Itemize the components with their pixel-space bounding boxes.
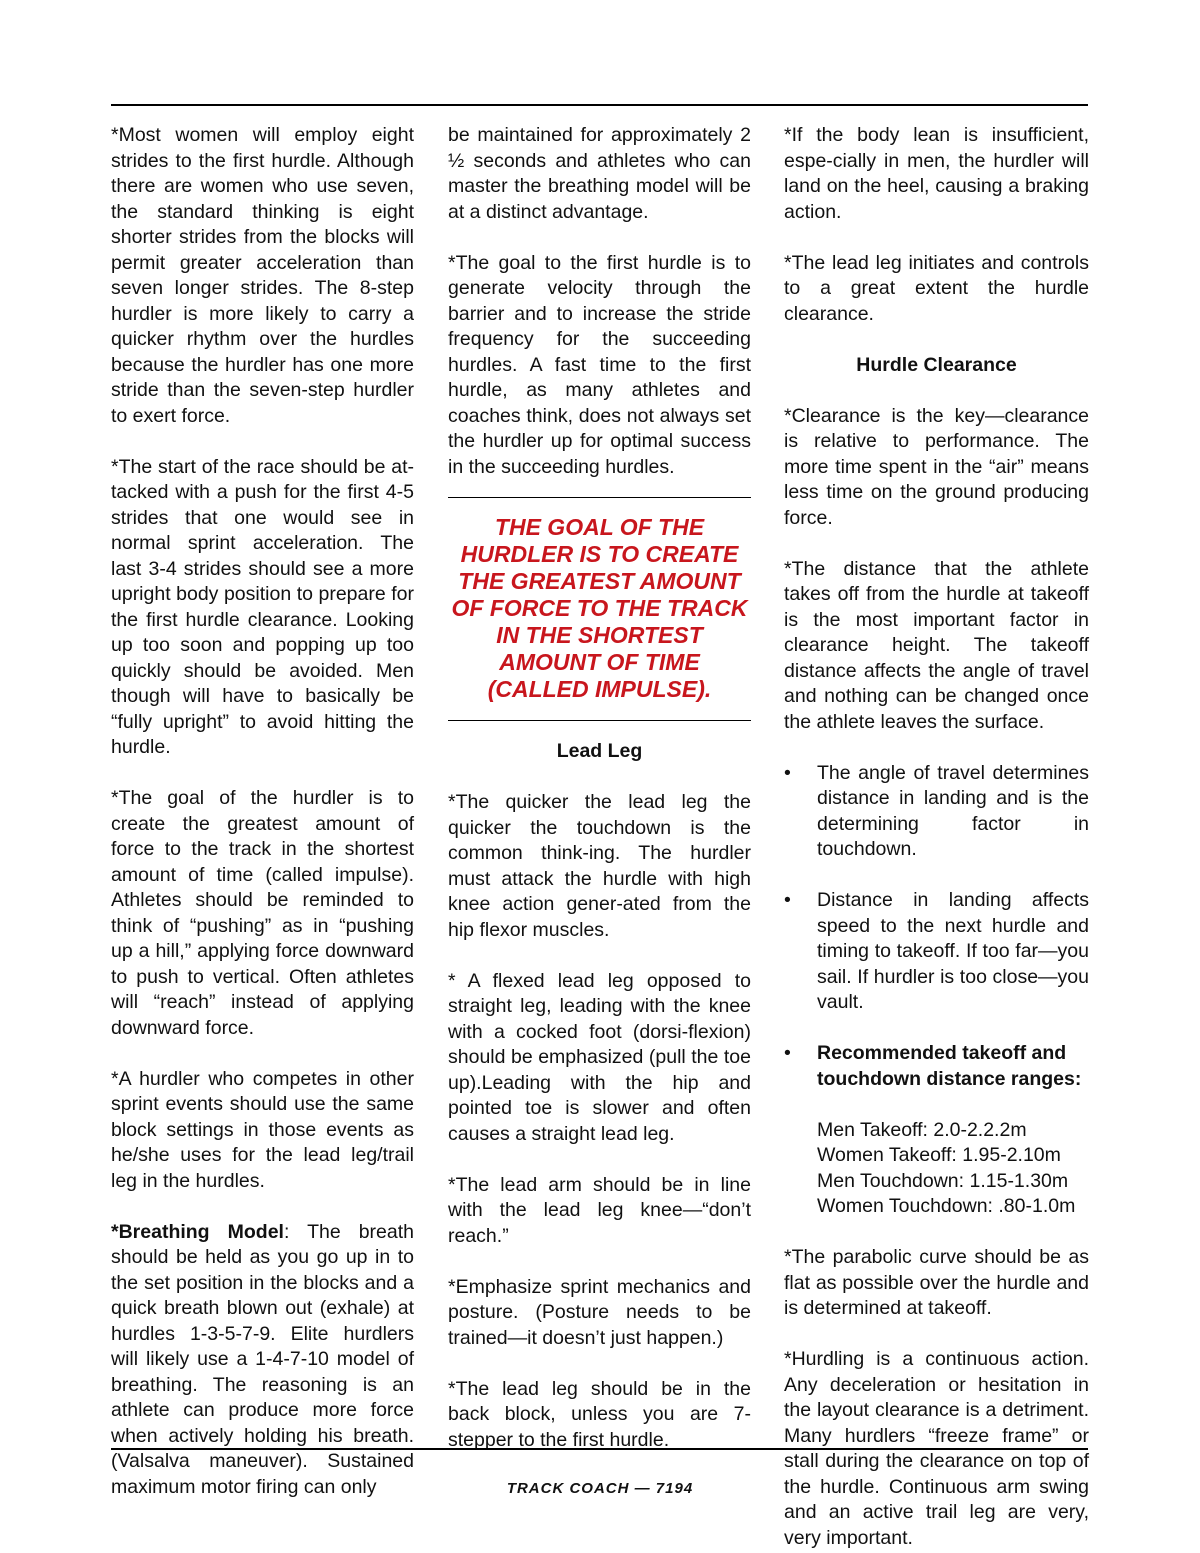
paragraph: *The goal to the first hurdle is to generate velocity through the barrier and to increase the stride frequency for the succeeding hurdles. A fast time to the first hurdle, as many athletes and coaches think, does not always set the hurdler up for optimal success in the succeeding hurdles.	[448, 251, 751, 478]
range-line: Women Touchdown: .80-1.0m	[817, 1195, 1076, 1217]
paragraph: *The distance that the athlete takes off from the hurdle at takeoff is the most important factor in clearance height. The takeoff distance affects the angle of travel and nothing can be changed once the athlete leaves the surface.	[784, 557, 1089, 733]
paragraph: *Clearance is the key—clearance is relative to performance. The more time spent in the “air” means less time on the ground producing force.	[784, 404, 1089, 529]
bottom-rule	[111, 1448, 1088, 1450]
list-item-text: Distance in landing affects speed to the next hurdle and timing to takeoff. If too far—you sail. If hurdler is too close—you vault.	[817, 889, 1089, 1013]
paragraph: *The start of the race should be at-tacked with a push for the first 4-5 strides that one would see in normal sprint acceleration. The last 3-4 strides should see a more upright body position to prepare for the first hurdle clearance. Looking up too soon and popping up too quickly should be avoided. Men though will have to basically be “fully upright” to avoid hitting the hurdle.	[111, 455, 414, 758]
breathing-model-label: *Breathing Model	[111, 1220, 284, 1243]
pull-quote	[448, 497, 751, 721]
paragraph: *Hurdling is a continuous action. Any deceleration or hesitation in the layout clearance is a detriment. Many hurdlers “freeze frame” or stall during the clearance on top of the hurdle. Continuous arm swing and an active trail leg are very, very important.	[784, 1348, 1089, 1549]
paragraph: *A hurdler who competes in other sprint events should use the same block settings in those events as he/she uses for the lead leg/trail leg in the hurdles.	[111, 1067, 414, 1192]
paragraph: *Most women will employ eight strides to the first hurdle. Although there are women who use seven, the standard thinking is eight shorter strides from the blocks will permit greater acceleration than seven longer strides. The 8-step hurdler is more likely to carry a quicker rhythm over the hurdles because the hurdler has one more stride than the seven-step hurdler to exert force.	[111, 124, 414, 427]
paragraph: be maintained for approximately 2 ½ seconds and athletes who can master the breathing model will be at a distinct advantage.	[448, 124, 751, 223]
breathing-model-text: : The breath should be held as you go up in to the set position in the blocks and a quick breath blown out (exhale) at hurdles 1-3-5-7-9. Elite hurdlers will likely use a 1-4-7-10 model of breathing. The reasoning is an athlete can produce more force when actively holding his breath. (Valsalva maneuver). Sustained maximum motor firing can only	[111, 1220, 415, 1498]
list-item-text: The angle of travel determines distance in landing and is the determining factor in touchdown.	[817, 761, 1089, 860]
section-heading-hurdle-clearance: Hurdle Clearance	[856, 353, 1017, 376]
column-1	[111, 123, 414, 1500]
breathing-model-paragraph	[111, 1220, 414, 1501]
paragraph: *The lead leg should be in the back block, unless you are 7-stepper to the first hurdle.	[448, 1377, 751, 1451]
paragraph: *Emphasize sprint mechanics and posture. (Posture needs to be trained—it doesn’t just happen.)	[448, 1275, 751, 1349]
distance-ranges	[817, 1118, 1089, 1220]
paragraph: *The quicker the lead leg the quicker the touchdown is the common think-ing. The hurdler must attack the hurdle with high knee action gener-ated from the hip flexor muscles.	[448, 791, 751, 941]
top-rule	[111, 104, 1088, 106]
range-line: Men Takeoff: 2.0-2.2.2m	[817, 1118, 1027, 1141]
pull-quote-text: THE GOAL OF THE HURDLER IS TO CREATE THE GREATEST AMOUNT OF FORCE TO THE TRACK IN THE SHORTEST AMOUNT OF TIME (CALLED IMPULSE).	[451, 514, 748, 702]
paragraph: *The goal of the hurdler is to create the greatest amount of force to the track in the shortest amount of time (called impulse). Athletes should be reminded to think of “pushing” as in “pushing up a hill,” applying force downward to push to vertical. Often athletes will “reach” instead of applying downward force.	[111, 787, 414, 1039]
paragraph: *The lead leg initiates and controls to a great extent the hurdle clearance.	[784, 251, 1089, 325]
paragraph: *The lead arm should be in line with the lead leg knee—“don’t reach.”	[448, 1173, 751, 1247]
paragraph: *The parabolic curve should be as flat as possible over the hurdle and is determined at takeoff.	[784, 1246, 1089, 1319]
page-footer: TRACK COACH — 7194	[506, 1480, 694, 1497]
list-item-text: Recommended takeoff and touchdown distance ranges:	[817, 1042, 1082, 1090]
column-2	[448, 123, 751, 1453]
list-item	[784, 888, 1089, 1016]
list-item	[784, 761, 1089, 863]
paragraph: *If the body lean is insufficient, espe-cially in men, the hurdler will land on the heel, causing a braking action.	[784, 124, 1089, 223]
bullet-list	[784, 761, 1089, 1093]
column-3	[784, 123, 1089, 1551]
bullet-icon: •	[784, 1042, 791, 1064]
paragraph: * A flexed lead leg opposed to straight leg, leading with the knee with a cocked foot (dorsi-flexion) should be emphasized (pull the toe up).Leading with the hip and pointed toe is slower and often causes a straight lead leg.	[448, 969, 751, 1145]
section-heading-lead-leg: Lead Leg	[556, 740, 643, 762]
bullet-icon: •	[784, 761, 791, 784]
list-item	[784, 1041, 1089, 1092]
range-line: Men Touchdown: 1.15-1.30m	[817, 1169, 1069, 1192]
range-line: Women Takeoff: 1.95-2.10m	[817, 1144, 1061, 1166]
bullet-icon: •	[784, 889, 791, 911]
